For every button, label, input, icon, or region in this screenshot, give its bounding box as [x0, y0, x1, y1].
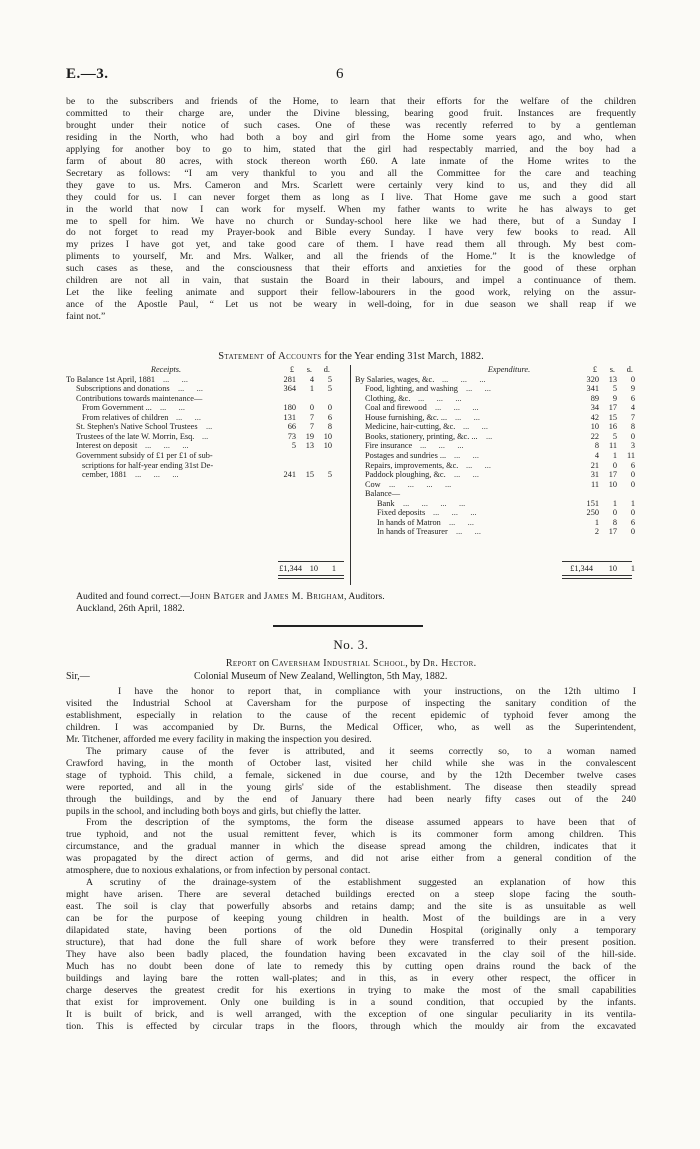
- letter-address: Colonial Museum of New Zealand, Wellington, 5th May, 1882.: [194, 671, 448, 682]
- amount-pence: 6: [630, 517, 635, 527]
- amount-pence: 0: [630, 431, 635, 441]
- amount-shillings: 11: [609, 441, 617, 451]
- leader-dots: ... ... ...: [418, 393, 462, 403]
- amount-shillings: 13: [305, 441, 314, 451]
- title-word: Accounts: [278, 351, 322, 362]
- receipt-row: [66, 384, 348, 394]
- text-line: my prizes I have got yet, and take good care of them. I have read them all through. My best com-: [66, 239, 636, 251]
- leader-dots: ... ... ...: [435, 403, 479, 413]
- amount-pounds: 11: [591, 479, 599, 489]
- receipts-total-row: [66, 564, 348, 574]
- amount-pence: 4: [630, 403, 635, 413]
- receipt-row: [66, 441, 348, 451]
- leader-dots: ... ...: [160, 403, 185, 413]
- amount-shillings: 17: [608, 403, 617, 413]
- audit-place-date: Auckland, 26th April, 1882.: [76, 602, 185, 614]
- entry-label: Bank: [377, 498, 395, 508]
- entry-label: Contributions towards maintenance—: [76, 393, 203, 403]
- expenditure-row: [349, 480, 636, 490]
- amount-pounds: 10: [590, 422, 599, 432]
- amount-shillings: 5: [612, 431, 617, 441]
- receipts-heading-row: [66, 365, 348, 375]
- shillings-heading: s.: [609, 365, 615, 374]
- expenditure-row: [349, 432, 636, 442]
- expenditure-column: [349, 365, 636, 537]
- text-line: residing in the North, who had both a boy and girl from the Home some years ago, and who, when: [66, 131, 636, 143]
- amount-pounds: 42: [590, 412, 599, 422]
- text-line: children. I was accompanied by Dr. Burns, the Medical Officer, who, as well as the Superintendent,: [66, 721, 636, 733]
- total-pounds: £1,344: [279, 564, 302, 573]
- receipt-row: [66, 394, 348, 404]
- entry-label: By Salaries, wages, &c.: [355, 374, 435, 384]
- expenditure-rows: [349, 375, 636, 537]
- text-line: applying for another boy to go to him, stated that the girl had respectably married, and the boy had a: [66, 143, 636, 155]
- audit-text: Audited and found correct.—: [76, 591, 191, 602]
- text-line: faint not.”: [66, 311, 106, 323]
- amount-pounds: 8: [594, 441, 599, 451]
- document-reference: E.—3.: [66, 66, 109, 82]
- expenditure-row: [349, 403, 636, 413]
- leader-dots: ... ...: [449, 517, 474, 527]
- text-line: through the buildings, and by the end of January there had been nearly fifty cases out of the 240: [66, 793, 636, 805]
- amount-shillings: 4: [309, 374, 314, 384]
- text-line: that exist for improvement. Only one building is in a sound condition, that occupied by the infants.: [66, 996, 636, 1008]
- leader-dots: ... ... ...: [433, 508, 477, 518]
- text-line: The primary cause of the fever is attributed, and it seems correctly so, to a woman named: [86, 745, 636, 757]
- amount-shillings: 0: [309, 403, 314, 413]
- leader-dots: ... ... ... ...: [403, 498, 466, 508]
- title-word: Statement: [218, 351, 265, 362]
- text-line: brought under their notice of such cases. One of these was recently referred to by a gentleman: [66, 119, 636, 131]
- text-line: tion. This is effected by circular traps in the floors, through which the mouldy air from the excavated: [66, 1020, 636, 1032]
- amount-shillings: 19: [305, 431, 314, 441]
- entry-label: In hands of Treasurer: [377, 527, 448, 537]
- text-line: Much has no doubt been done of late to remedy this by cutting open drains round the back of the: [66, 960, 636, 972]
- amount-shillings: 0: [612, 460, 617, 470]
- receipt-row: [66, 422, 348, 432]
- amount-pounds: 281: [283, 374, 296, 384]
- leader-dots: ... ...: [454, 470, 479, 480]
- shillings-heading: s.: [306, 365, 312, 374]
- receipts-column: [66, 365, 348, 480]
- expenditure-row: [349, 375, 636, 385]
- amount-shillings: 16: [608, 422, 617, 432]
- amount-pence: 0: [630, 470, 635, 480]
- text-line: might have arisen. There are several detached buildings erected on a steep slope facing the south-: [66, 889, 636, 901]
- pence-heading: d.: [626, 365, 633, 374]
- leader-dots: ... ...: [466, 384, 491, 394]
- leader-dots: ... ... ...: [420, 441, 464, 451]
- text-line: can be for the purpose of keeping young children in health. Most of the buildings are in a very: [66, 913, 636, 925]
- amount-pence: 0: [327, 403, 332, 413]
- amount-pence: 0: [630, 374, 635, 384]
- entry-label: Cow: [365, 479, 381, 489]
- text-line: They have also been badly placed, the foundation having been excavated in the clay soil of the hill-side.: [66, 948, 636, 960]
- entry-label: House furnishing, &c. ...: [365, 412, 448, 422]
- entry-label: Fire insurance: [365, 441, 413, 451]
- receipt-row: [66, 451, 348, 461]
- receipt-row: [66, 413, 348, 423]
- amount-shillings: 0: [612, 508, 617, 518]
- amount-pence: 10: [323, 441, 332, 451]
- amount-shillings: 1: [612, 450, 617, 460]
- expenditure-row: [349, 394, 636, 404]
- receipts-rows: [66, 375, 348, 480]
- amount-pence: 0: [630, 508, 635, 518]
- entry-label: Repairs, improvements, &c.: [365, 460, 459, 470]
- text-line: pupils in the school, and including both boys and girls, but chiefly the latter.: [66, 805, 361, 817]
- text-line: establishment, especially in relation to the cause of the recent epidemic of typhoid fever among the: [66, 709, 636, 721]
- expenditure-total-rule: [562, 561, 632, 562]
- page-header: [66, 66, 636, 84]
- amount-pounds: 320: [586, 374, 599, 384]
- amount-pounds: 66: [287, 422, 296, 432]
- title-word: of: [266, 351, 276, 362]
- entry-label: To Balance 1st April, 1881: [66, 374, 156, 384]
- entry-label: In hands of Matron: [377, 517, 441, 527]
- leader-dots: ... ...: [176, 412, 201, 422]
- amount-pounds: 34: [590, 403, 599, 413]
- expenditure-total-double-rule: [562, 575, 632, 579]
- entry-label: Interest on deposit: [76, 441, 138, 451]
- amount-pounds: 73: [287, 431, 296, 441]
- amount-pence: 1: [630, 498, 635, 508]
- amount-shillings: 10: [608, 479, 617, 489]
- text-line: children are not all in vain, that sustain the Board in their labours, and impel a continuance of them.: [66, 275, 636, 287]
- entry-label: From relatives of children: [82, 412, 169, 422]
- amount-shillings: 15: [608, 412, 617, 422]
- leader-dots: ... ...: [455, 412, 480, 422]
- leader-dots: ... ...: [163, 374, 188, 384]
- leader-dots: ...: [206, 422, 213, 432]
- text-line: From the description of the symptoms, the form the disease assumed appears to have been that of: [86, 817, 636, 829]
- amount-pence: 8: [327, 422, 332, 432]
- entry-label: Clothing, &c.: [365, 393, 411, 403]
- amount-pence: 6: [630, 393, 635, 403]
- amount-pounds: 21: [590, 460, 599, 470]
- expenditure-heading: Expenditure.: [487, 365, 531, 374]
- text-line: stage of typhoid. This child, a female, sickened in due course, and by the 12th December twelve cases: [66, 769, 636, 781]
- amount-pounds: 89: [590, 393, 599, 403]
- amount-shillings: 13: [608, 374, 617, 384]
- expenditure-row: [349, 499, 636, 509]
- amount-pounds: 2: [594, 527, 599, 537]
- leader-dots: ... ...: [466, 460, 491, 470]
- amount-shillings: 1: [309, 384, 314, 394]
- section-divider: [273, 625, 423, 627]
- title-word: Dr. Hector: [422, 658, 474, 669]
- text-line: farm of about 80 acres, with stock thereon worth £60. A late inmate of the Home writes to the: [66, 155, 636, 167]
- amount-pence: 3: [630, 441, 635, 451]
- report-body: [66, 686, 636, 1033]
- text-line: Let the like feeling animate and support their fellow-labourers in the good work, relying on the assur-: [66, 287, 636, 299]
- leader-dots: ... ...: [454, 450, 479, 460]
- entry-label: Books, stationery, printing, &c. ...: [365, 431, 478, 441]
- expenditure-row: [349, 470, 636, 480]
- amount-pence: 5: [327, 374, 332, 384]
- amount-pence: 8: [630, 422, 635, 432]
- amount-pence: 10: [323, 431, 332, 441]
- expenditure-row: [349, 518, 636, 528]
- amount-shillings: 8: [612, 517, 617, 527]
- expenditure-total-row: [349, 564, 636, 574]
- amount-shillings: 1: [612, 498, 617, 508]
- text-line: be to the subscribers and friends of the Home, to learn that their efforts for the welfare of the children: [66, 96, 636, 107]
- amount-pounds: 4: [594, 450, 599, 460]
- receipt-row: [66, 461, 348, 471]
- expenditure-row: [349, 441, 636, 451]
- text-line: Secretary as follows: “I am very thankful to you and all the Committee for the care and teaching: [66, 167, 636, 179]
- entry-label: Medicine, hair-cutting, &c.: [365, 422, 456, 432]
- receipts-total-rule: [278, 561, 344, 562]
- text-line: committed to their charge are, under the Divine blessing, bearing good fruit. Instances are frequently: [66, 107, 636, 119]
- text-line: they could for us. I can never forget them as long as I live. That Home gave me such a good start: [66, 191, 636, 203]
- amount-pence: 0: [630, 479, 635, 489]
- text-line: Crawford having, in the month of October last, visited her child while she was in the convalescent: [66, 757, 636, 769]
- title-word: on: [259, 658, 270, 669]
- entry-label: Government subsidy of £1 per £1 of sub-: [76, 450, 213, 460]
- amount-pounds: 1: [594, 517, 599, 527]
- text-line: such cases as these, and the consciousness that their efforts and anxieties for the good of these orphan: [66, 263, 636, 275]
- expenditure-row: [349, 489, 636, 499]
- amount-shillings: 5: [612, 384, 617, 394]
- entry-label: scriptions for half-year ending 31st De-: [82, 460, 214, 470]
- total-shillings: 10: [309, 564, 318, 573]
- entry-label: Trustees of the late W. Morrin, Esq.: [76, 431, 195, 441]
- text-line: they gave to us. Mrs. Cameron and Mrs. Scarlett were certainly very kind to us, and they did all: [66, 179, 636, 191]
- text-line: atmosphere, due to noxious exhalations, or from infection by personal contact.: [66, 865, 371, 877]
- amount-pounds: 151: [586, 498, 599, 508]
- page-number: 6: [336, 66, 344, 82]
- expenditure-row: [349, 451, 636, 461]
- receipt-row: [66, 470, 348, 480]
- leader-dots: ... ... ...: [135, 470, 179, 480]
- entry-label: Food, lighting, and washing: [365, 384, 458, 394]
- title-word: , by: [405, 658, 421, 669]
- expenditure-row: [349, 384, 636, 394]
- text-line: circumstance, and the gradual manner in which the disease spread among the children, indicates that it: [66, 841, 636, 853]
- expenditure-heading-row: [349, 365, 636, 375]
- text-line: ance of the Apostle Paul, “ Let us not be weary in well-doing, for in due season we shall reap if we: [66, 299, 636, 311]
- text-line: east. The soil is clay that powerfully absorbs and retains damp; and the site is as unsuitable as well: [66, 901, 636, 913]
- amount-pounds: 5: [291, 441, 296, 451]
- total-pounds: £1,344: [570, 564, 593, 573]
- intro-paragraph: [66, 96, 636, 323]
- pounds-heading: £: [289, 365, 294, 374]
- amount-pence: 9: [630, 384, 635, 394]
- total-shillings: 10: [608, 564, 617, 573]
- receipt-row: [66, 375, 348, 385]
- text-line: I have the honor to report that, in compliance with your instructions, on the 12th ultimo I: [118, 686, 636, 697]
- entry-label: cember, 1881: [82, 470, 127, 480]
- entry-label: Balance—: [365, 489, 401, 499]
- expenditure-row: [349, 527, 636, 537]
- amount-pounds: 250: [586, 508, 599, 518]
- amount-pounds: 364: [283, 384, 296, 394]
- entry-label: Fixed deposits: [377, 508, 426, 518]
- text-line: structure), that had done the full share of work before they were transferred to their present position.: [66, 937, 636, 949]
- receipts-total-double-rule: [278, 575, 344, 579]
- entry-label: Coal and firewood: [365, 403, 427, 413]
- leader-dots: ... ...: [463, 422, 488, 432]
- amount-pounds: 180: [283, 403, 296, 413]
- text-line: true typhoid, and not the usual remittent fever, which is its commoner form among children. This: [66, 829, 636, 841]
- amount-pounds: 241: [283, 470, 296, 480]
- amount-pence: 7: [630, 412, 635, 422]
- leader-dots: ... ...: [178, 384, 203, 394]
- report-number: No. 3.: [333, 637, 369, 652]
- amount-pence: 5: [327, 384, 332, 394]
- title-word: Report: [225, 658, 257, 669]
- text-line: were reported, and all in the young girls' side of the establishment. The disease then steadily spread: [66, 781, 636, 793]
- receipts-heading: Receipts.: [150, 365, 182, 374]
- expenditure-row: [349, 413, 636, 423]
- leader-dots: ...: [202, 431, 209, 441]
- amount-pence: 0: [630, 527, 635, 537]
- entry-label: Postages and sundries ...: [365, 450, 447, 460]
- audit-note: [76, 591, 385, 615]
- total-pence: 1: [630, 564, 635, 573]
- amount-pounds: 341: [586, 384, 599, 394]
- amount-pence: 11: [627, 450, 635, 460]
- auditor-name: John Batger: [190, 591, 245, 602]
- receipt-row: [66, 432, 348, 442]
- salutation: Sir,—: [66, 671, 90, 682]
- text-line: pliments to yourself, Mr. and Mrs. Walker, and all the friends of the Home.” It is the knowledge of: [66, 251, 636, 263]
- entry-label: From Government ...: [82, 403, 152, 413]
- amount-pence: 6: [327, 412, 332, 422]
- text-line: charge deserves the greatest credit for his exertions in trying to make the most of the small capabilities: [66, 984, 636, 996]
- leader-dots: ... ... ...: [145, 441, 189, 451]
- report-title: [66, 658, 636, 669]
- amount-shillings: 7: [309, 422, 314, 432]
- entry-label: St. Stephen's Native School Trustees: [76, 422, 198, 432]
- accounts-title: [66, 351, 636, 362]
- pence-heading: d.: [323, 365, 330, 374]
- title-word: .: [473, 658, 477, 669]
- amount-shillings: 15: [305, 470, 314, 480]
- text-line: dilapidated state, having been portions of the old Dunedin Hospital (originally only a temporary: [66, 925, 636, 937]
- amount-pounds: 131: [283, 412, 296, 422]
- amount-pence: 5: [327, 470, 332, 480]
- title-word: Caversham Industrial School: [271, 658, 406, 669]
- text-line: was propagated by the direct action of germs, and did not arise either from a general condition of the: [66, 853, 636, 865]
- text-line: Mr. Titchener, afforded me every facility in making the inspection you desired.: [66, 733, 372, 745]
- text-line: do not forget to read my Prayer-book and Bible every Sunday. I have very few books to read. All: [66, 227, 636, 239]
- pounds-heading: £: [592, 365, 597, 374]
- expenditure-row: [349, 422, 636, 432]
- text-line: It is built of brick, and is well arranged, with the exception of one singular peculiarity in its ventila-: [66, 1008, 636, 1020]
- amount-pounds: 22: [590, 431, 599, 441]
- title-word: for the Year ending 31st March, 1882.: [324, 351, 484, 362]
- expenditure-row: [349, 461, 636, 471]
- leader-dots: ...: [486, 431, 493, 441]
- amount-pounds: 31: [590, 470, 599, 480]
- leader-dots: ... ...: [456, 527, 481, 537]
- entry-label: Paddock ploughing, &c.: [365, 470, 446, 480]
- audit-text: , Auditors.: [344, 591, 385, 602]
- amount-shillings: 7: [309, 412, 314, 422]
- amount-shillings: 17: [608, 470, 617, 480]
- auditor-name: James M. Brigham: [263, 591, 345, 602]
- leader-dots: ... ... ...: [442, 374, 486, 384]
- entry-label: Subscriptions and donations: [76, 384, 170, 394]
- leader-dots: ... ... ... ...: [389, 479, 452, 489]
- audit-text: and: [247, 591, 262, 602]
- text-line: A scrutiny of the drainage-system of the establishment suggested an explanation of how this: [86, 877, 636, 889]
- receipt-row: [66, 403, 348, 413]
- text-line: in the world that now I can work for myself. When my father wants to write he has always to get: [66, 203, 636, 215]
- amount-shillings: 17: [608, 527, 617, 537]
- amount-shillings: 9: [612, 393, 617, 403]
- audit-line: [76, 591, 385, 603]
- expenditure-row: [349, 508, 636, 518]
- total-pence: 1: [331, 564, 336, 573]
- text-line: visited the Industrial School at Caversham for the purpose of inspecting the sanitary condition of the: [66, 697, 636, 709]
- text-line: me to spell for him. We have no church or Sunday-school here like we had there, but of a Sunday I: [66, 215, 636, 227]
- text-line: buildings and laying bare the rotten wall-plates; and in this, as in every other respect, the officer in: [66, 972, 636, 984]
- amount-pence: 6: [630, 460, 635, 470]
